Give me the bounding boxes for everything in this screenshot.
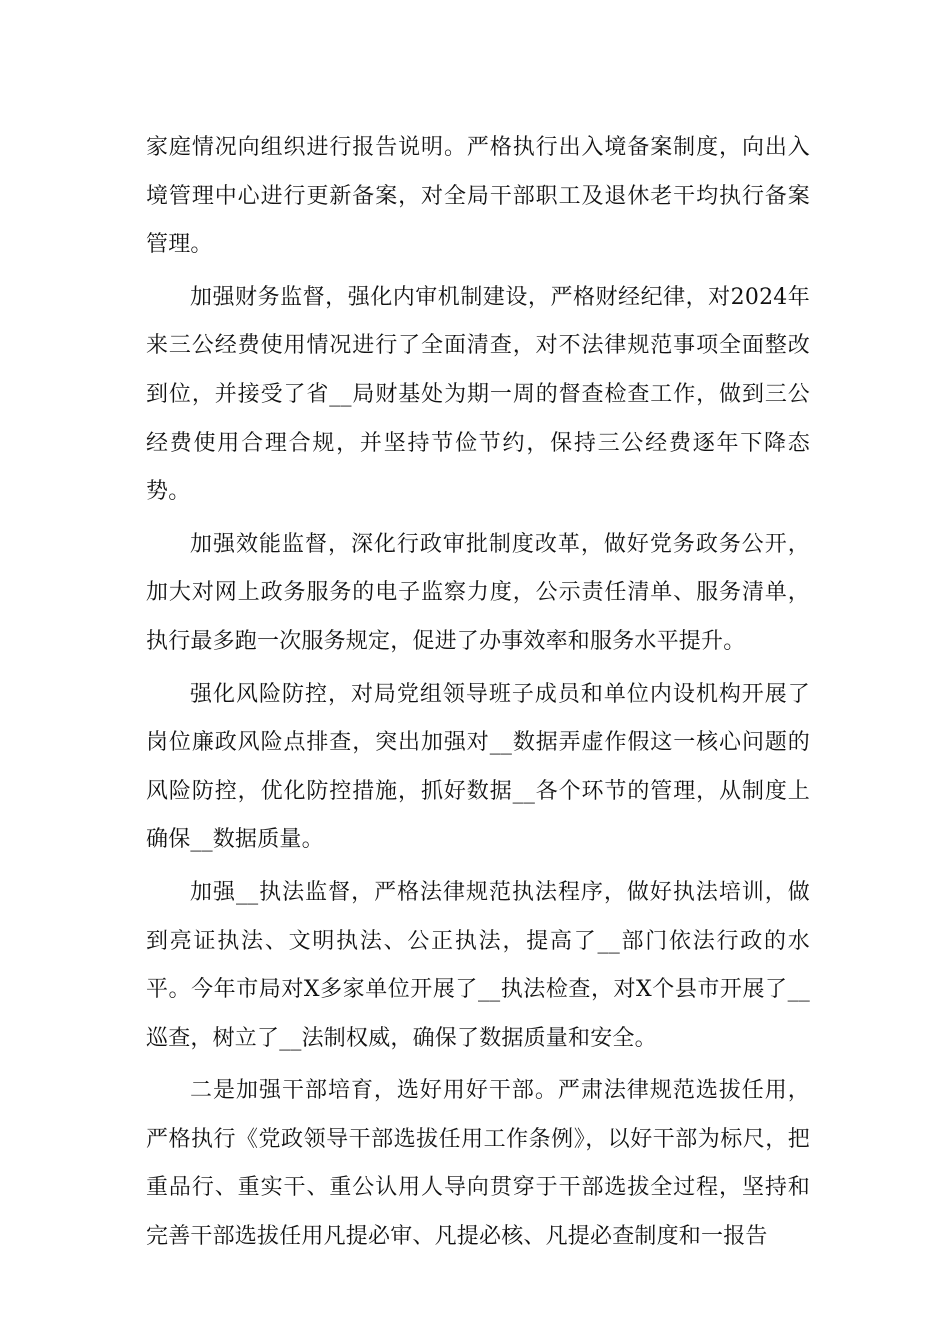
paragraph-continuation: 家庭情况向组织进行报告说明。严格执行出入境备案制度，向出入境管理中心进行更新备案，对全局干部职工及退休老干均执行备案管理。: [146, 135, 810, 258]
paragraph-law-enforcement: 加强__执法监督，严格法律规范执法程序，做好执法培训，做到亮证执法、文明执法、公正执法，提高了__部门依法行政的水平。今年市局对X多家单位开展了__执法检查，对X个县市开展了__巡查，树立了__法制权威，确保了数据质量和安全。: [146, 879, 810, 1051]
paragraph-efficiency-supervision: 加强效能监督，深化行政审批制度改革，做好党务政务公开，加大对网上政务服务的电子监察力度，公示责任清单、服务清单，执行最多跑一次服务规定，促进了办事效率和服务水平提升。: [146, 531, 810, 654]
paragraph-cadre-training: 二是加强干部培育，选好用好干部。严肃法律规范选拔任用，严格执行《党政领导干部选拔任用工作条例》，以好干部为标尺，把重品行、重实干、重公认用人导向贯穿于干部选拔全过程，坚持和完善干部选拔任用凡提必审、凡提必核、凡提必查制度和一报告: [146, 1078, 810, 1250]
paragraph-risk-control: 强化风险防控，对局党组领导班子成员和单位内设机构开展了岗位廉政风险点排查，突出加强对__数据弄虚作假这一核心问题的风险防控，优化防控措施，抓好数据__各个环节的管理，从制度上确保__数据质量。: [146, 681, 810, 853]
paragraph-financial-supervision: 加强财务监督，强化内审机制建设，严格财经纪律，对2024年来三公经费使用情况进行了全面清查，对不法律规范事项全面整改到位，并接受了省__局财基处为期一周的督查检查工作，做到三公经费使用合理合规，并坚持节俭节约，保持三公经费逐年下降态势。: [146, 284, 810, 505]
document-page: [146, 124, 810, 1262]
